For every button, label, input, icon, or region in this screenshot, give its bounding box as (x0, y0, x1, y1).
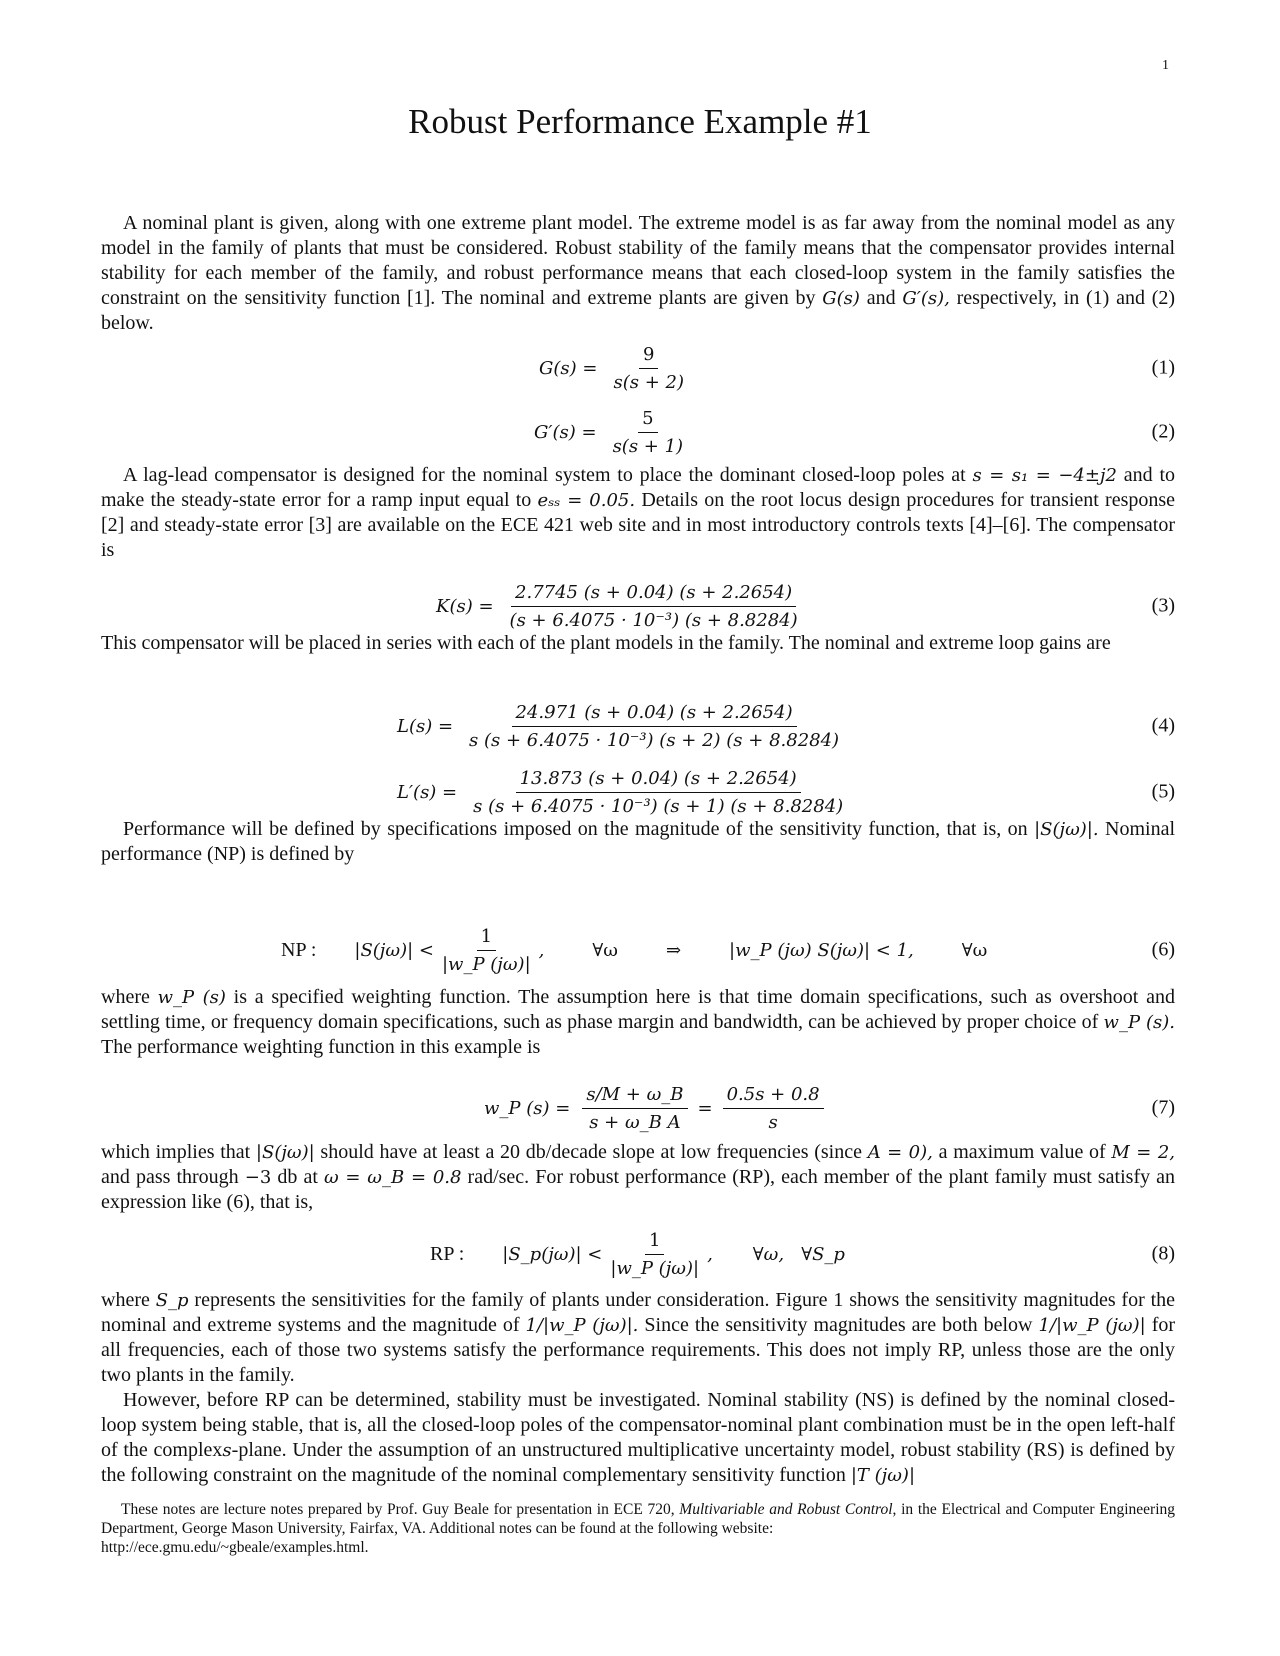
math-inline: −3 (244, 1167, 272, 1188)
footnote-text: These notes are lecture notes prepared by Prof. Guy Beale for presentation in ECE 720, (121, 1501, 675, 1518)
equation-number: (6) (1151, 938, 1175, 961)
course-title: Multivariable and Robust Control (679, 1501, 893, 1518)
fraction (438, 926, 535, 975)
math-inline: s (222, 1440, 232, 1461)
np-label: NP : (281, 938, 317, 961)
website-link[interactable]: http://ece.gmu.edu/~gbeale/examples.html. (101, 1539, 369, 1556)
implies-symbol: ⇒ (665, 939, 682, 961)
comma: , (707, 1243, 713, 1265)
text: for all frequencies, each of those two systems satisfy the performance requirements. This does not imply RP, unless those are the only two plants in the family. (101, 1314, 1176, 1386)
math-inline: G′(s), (902, 288, 950, 309)
math-inline: M = 2, (1111, 1142, 1175, 1163)
math-inline: |T (jω)| (850, 1465, 916, 1486)
text: and pass through (101, 1166, 239, 1188)
denominator: s (768, 1111, 778, 1133)
text: A nominal plant is given, along with one extreme plant model. The extreme model is as far away from the nominal model as any model in the family of plants that must be considered. Robust stability of the family means that the compensator provides internal stability for each member of the family, and robust performance means that each closed-loop system in the family satisfies the constraint on the sensitivity function [1]. The nominal and extreme plants are given by (101, 212, 1175, 309)
text: where (101, 986, 150, 1008)
math-inline: 1/|w_P (jω)| (1038, 1315, 1146, 1336)
numerator: 0.5s + 0.8 (723, 1084, 824, 1109)
equation-4 (101, 697, 1175, 755)
denominator: s (s + 6.4075 · 10⁻³) (s + 1) (s + 8.8284) (473, 795, 844, 817)
fraction (723, 1084, 824, 1133)
denominator: |w_P (jω)| (441, 953, 531, 975)
equation-number: (2) (1151, 420, 1175, 443)
fraction (606, 1230, 703, 1279)
equation-5 (101, 763, 1175, 821)
equation-6 (101, 920, 1175, 980)
paragraph-performance (101, 817, 1175, 867)
fraction (609, 408, 688, 457)
paragraph-weighting (101, 985, 1175, 1060)
paragraph-intro (101, 211, 1175, 336)
fraction (506, 582, 802, 631)
equals-sign: = (697, 1097, 713, 1119)
text: and (866, 287, 896, 309)
paragraph-implications (101, 1140, 1175, 1215)
footnote-text: , in the Electrical and Computer Engineering Department, George Mason University, Fairfax, VA. Additional notes can be found at the following website: (101, 1501, 1175, 1537)
text: Nominal performance (NP) is defined by (101, 818, 1176, 865)
equation-lhs: |S_p(jω)| < (502, 1243, 603, 1265)
text: respectively, in (1) and (2) below. (101, 287, 1176, 334)
math-inline: eₛₛ = 0.05. (537, 490, 636, 511)
equation-number: (7) (1151, 1096, 1175, 1119)
text: Details on the root locus design procedures for transient response [2] and steady-state error [3] are available on the ECE 421 web site and in most introductory controls texts [4]–[6]. The compensator is (101, 489, 1176, 561)
equation-lhs: G′(s) = (534, 421, 597, 443)
equation-number: (1) (1151, 356, 1175, 379)
math-inline: |S(jω)|. (1034, 819, 1099, 840)
footnote (101, 1500, 1175, 1557)
forall-symbol: ∀ω, ∀S_p (752, 1243, 845, 1265)
forall-symbol: ∀ω (592, 939, 618, 961)
paragraph-loop-gains (101, 631, 1175, 656)
text: Performance will be defined by specifications imposed on the magnitude of the sensitivity function, that is, on (123, 818, 1028, 840)
equation-lhs: L′(s) = (397, 781, 458, 803)
numerator: 1 (477, 926, 496, 951)
math-inline: G(s) (822, 288, 860, 309)
fraction (609, 344, 688, 393)
equation-lhs: w_P (s) = (484, 1097, 571, 1119)
text: The performance weighting function in this example is (101, 1036, 541, 1058)
text: A lag-lead compensator is designed for the nominal system to place the dominant closed-loop poles at (123, 464, 966, 486)
text: represents the sensitivities for the family of plants under consideration. Figure 1 shows the sensitivity magnitudes for the nominal and extreme systems and the magnitude of (101, 1289, 1176, 1336)
equation-number: (8) (1151, 1242, 1175, 1265)
math-inline: 1/|w_P (jω)|. (525, 1315, 639, 1336)
text: -plane. Under the assumption of an unstructured multiplicative uncertainty model, robust stability (RS) is defined by the following constraint on the magnitude of the nominal complementary sensitivity function (101, 1439, 1176, 1486)
equation-lhs: G(s) = (539, 357, 598, 379)
equation-number: (4) (1151, 714, 1175, 737)
denominator: s(s + 1) (612, 435, 684, 457)
equation-1 (101, 340, 1175, 396)
paragraph-stability (101, 1388, 1175, 1488)
fraction (582, 1084, 687, 1133)
numerator: 13.873 (s + 0.04) (s + 2.2654) (516, 768, 801, 793)
math-inline: w_P (s) (157, 987, 226, 1008)
text: and to make the steady-state error for a ramp input equal to (101, 464, 1176, 511)
text: which implies that (101, 1141, 251, 1163)
equation-8 (101, 1224, 1175, 1284)
denominator: |w_P (jω)| (610, 1257, 700, 1279)
math-inline: ω = ω_B = 0.8 (323, 1167, 462, 1188)
fraction (469, 768, 847, 817)
page-number: 1 (1162, 58, 1169, 73)
math-inline: w_P (s). (1103, 1012, 1176, 1033)
denominator: s(s + 2) (613, 371, 684, 393)
numerator: 24.971 (s + 0.04) (s + 2.2654) (512, 702, 797, 727)
equation-2 (101, 404, 1175, 460)
denominator: s + ω_B A (589, 1111, 681, 1133)
text: should have at least a 20 db/decade slope at low frequencies (since (320, 1141, 862, 1163)
equation-number: (5) (1151, 780, 1175, 803)
comma: , (538, 939, 545, 961)
numerator: 5 (638, 408, 657, 433)
text: is a specified weighting function. The assumption here is that time domain specifications, such as overshoot and settling time, or frequency domain specifications, such as phase margin and bandwidth, can be achieved by proper choice of (101, 986, 1175, 1033)
equation-7 (101, 1078, 1175, 1138)
equation-rhs: |w_P (jω) S(jω)| < 1, (729, 939, 914, 961)
math-inline: S_p (155, 1290, 189, 1311)
rp-label: RP : (430, 1242, 465, 1265)
text: db at (277, 1166, 318, 1188)
text: where (101, 1289, 150, 1311)
paragraph-compensator (101, 463, 1175, 563)
paragraph-sensitivity (101, 1288, 1175, 1388)
math-inline: A = 0), (867, 1142, 933, 1163)
text: However, before RP can be determined, stability must be investigated. Nominal stability (NS) is defined by the nominal closed-loop system being stable, that is, all the closed-loop poles of the compensator-nominal plant combination must be in the open left-half of the complex (101, 1389, 1175, 1461)
numerator: 2.7745 (s + 0.04) (s + 2.2654) (511, 582, 796, 607)
text: Since the sensitivity magnitudes are both below (644, 1314, 1033, 1336)
denominator: s (s + 6.4075 · 10⁻³) (s + 2) (s + 8.8284) (469, 729, 840, 751)
page-title: Robust Performance Example #1 (408, 102, 872, 141)
text: rad/sec. For robust performance (RP), each member of the plant family must satisfy an expression like (6), that is, (101, 1166, 1176, 1213)
fraction (465, 702, 843, 751)
numerator: 1 (645, 1230, 664, 1255)
equation-lhs: L(s) = (397, 715, 454, 737)
math-inline: s = s₁ = −4±j2 (972, 465, 1117, 486)
forall-symbol: ∀ω (961, 939, 988, 961)
text: This compensator will be placed in series with each of the plant models in the family. The nominal and extreme loop gains are (101, 632, 1111, 654)
numerator: 9 (639, 344, 658, 369)
equation-number: (3) (1151, 594, 1175, 617)
equation-lhs: K(s) = (436, 595, 494, 617)
equation-3 (101, 577, 1175, 635)
denominator: (s + 6.4075 · 10⁻³) (s + 8.8284) (509, 609, 798, 631)
numerator: s/M + ω_B (582, 1084, 687, 1109)
equation-lhs: |S(jω)| < (354, 939, 434, 961)
text: a maximum value of (938, 1141, 1106, 1163)
math-inline: |S(jω)| (255, 1142, 315, 1163)
